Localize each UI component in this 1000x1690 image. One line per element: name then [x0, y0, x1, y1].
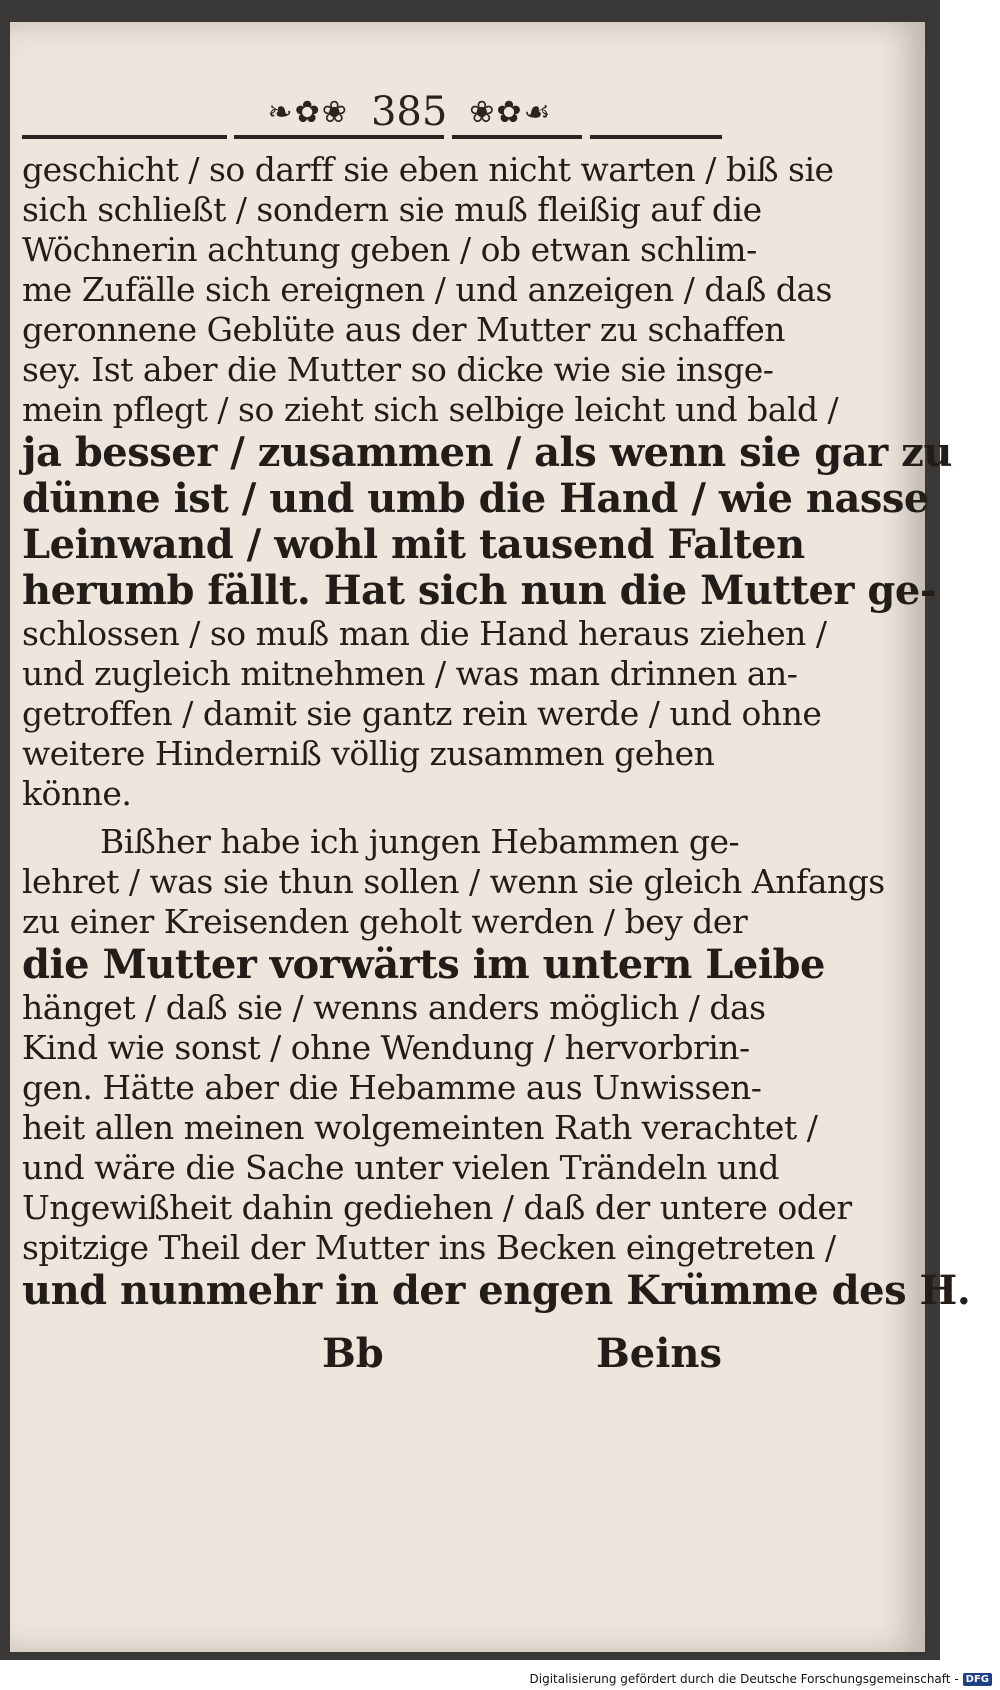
page-header: [230, 82, 590, 142]
text-line: geschicht / so darff sie eben nicht warten / biß sie: [22, 150, 834, 189]
catchword: Beins: [595, 1330, 722, 1377]
text-line: Kind wie sonst / ohne Wendung / hervorbrin-: [22, 1028, 750, 1067]
text-line: könne.: [22, 774, 132, 813]
text-line: hänget / daß sie / wenns anders möglich / das: [22, 988, 766, 1027]
text-line: und wäre die Sache unter vielen Trändeln und: [22, 1148, 779, 1187]
text-line: zu einer Kreisenden geholt werden / bey der: [22, 902, 748, 941]
text-line: geronnene Geblüte aus der Mutter zu schaffen: [22, 310, 786, 349]
text-line: Leinwand / wohl mit tausend Falten: [22, 521, 805, 568]
text-line: mein pflegt / so zieht sich selbige leicht und bald /: [22, 390, 839, 429]
right-ornament-icon: ❀✿☙: [469, 94, 553, 130]
text-line: gen. Hätte aber die Hebamme aus Unwissen-: [22, 1068, 762, 1107]
credit-text: Digitalisierung gefördert durch die Deutsche Forschungsgemeinschaft -: [529, 1672, 959, 1686]
text-line: heit allen meinen wolgemeinten Rath verachtet /: [22, 1108, 818, 1147]
text-line: Bißher habe ich jungen Hebammen ge-: [100, 822, 740, 861]
page-number: 385: [370, 89, 448, 135]
text-line: lehret / was sie thun sollen / wenn sie gleich Anfangs: [22, 862, 885, 901]
digitization-credit: [530, 1672, 993, 1686]
text-line: herumb fällt. Hat sich nun die Mutter ge-: [22, 567, 936, 614]
text-line: dünne ist / und umb die Hand / wie nasse: [22, 475, 929, 522]
text-line: getroffen / damit sie gantz rein werde / und ohne: [22, 694, 822, 733]
text-line: und nunmehr in der engen Krümme des H.: [22, 1267, 971, 1314]
text-line: Wöchnerin achtung geben / ob etwan schlim-: [22, 230, 757, 269]
signature-mark: Bb: [322, 1330, 384, 1377]
text-line: ja besser / zusammen / als wenn sie gar zu: [22, 429, 952, 476]
text-line: die Mutter vorwärts im untern Leibe: [22, 941, 825, 988]
body-text: [22, 150, 971, 1314]
text-line: me Zufälle sich ereignen / und anzeigen / daß das: [22, 270, 832, 309]
text-line: sey. Ist aber die Mutter so dicke wie sie insge-: [22, 350, 774, 389]
text-line: und zugleich mitnehmen / was man drinnen an-: [22, 654, 798, 693]
text-line: Ungewißheit dahin gediehen / daß der untere oder: [22, 1188, 852, 1227]
text-line: schlossen / so muß man die Hand heraus ziehen /: [22, 614, 827, 653]
header-rule: [22, 135, 722, 145]
dfg-logo: DFG: [963, 1673, 992, 1686]
left-ornament-icon: ❧✿❀: [267, 94, 349, 130]
page-footer: [22, 1330, 722, 1380]
text-line: weitere Hinderniß völlig zusammen gehen: [22, 734, 715, 773]
text-line: sich schließt / sondern sie muß fleißig auf die: [22, 190, 762, 229]
text-line: spitzige Theil der Mutter ins Becken eingetreten /: [22, 1228, 836, 1267]
